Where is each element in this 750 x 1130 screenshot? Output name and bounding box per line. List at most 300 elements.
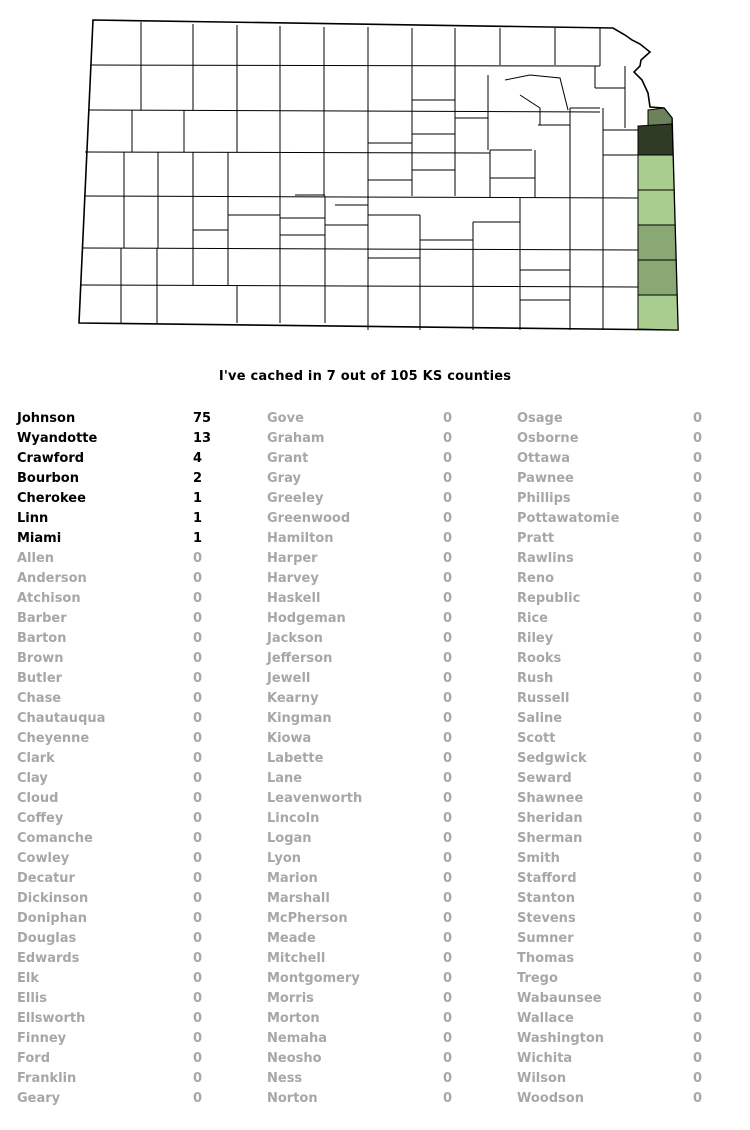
county-name: Chautauqua [17, 711, 106, 726]
county-count: 0 [693, 591, 703, 606]
county-name: Ellsworth [17, 1011, 86, 1026]
county-count: 0 [193, 871, 203, 886]
county-row [517, 969, 747, 989]
county-name: Barber [17, 611, 67, 626]
county-row [517, 429, 747, 449]
county-row [267, 869, 497, 889]
county-row [267, 529, 497, 549]
county-count: 0 [193, 751, 203, 766]
county-row [17, 669, 247, 689]
county-crawford [638, 260, 677, 295]
county-name: Grant [267, 451, 309, 466]
county-row [267, 889, 497, 909]
county-count: 0 [693, 791, 703, 806]
county-count: 0 [443, 791, 453, 806]
county-count: 0 [693, 731, 703, 746]
county-count: 0 [193, 931, 203, 946]
county-count: 0 [443, 891, 453, 906]
county-row [17, 529, 247, 549]
county-count: 0 [443, 731, 453, 746]
county-name: Johnson [17, 411, 76, 426]
county-count: 0 [693, 471, 703, 486]
county-row [267, 649, 497, 669]
county-row [267, 989, 497, 1009]
county-cherokee [638, 295, 678, 330]
county-count: 0 [443, 931, 453, 946]
county-row [267, 829, 497, 849]
county-row [17, 789, 247, 809]
county-column-1 [17, 409, 247, 1109]
county-column-3 [517, 409, 747, 1109]
county-row [267, 629, 497, 649]
county-count: 0 [193, 591, 203, 606]
county-row [17, 929, 247, 949]
county-name: Smith [517, 851, 560, 866]
county-name: Rush [517, 671, 554, 686]
county-row [17, 849, 247, 869]
county-name: Seward [517, 771, 572, 786]
county-count: 0 [193, 1051, 203, 1066]
county-row [17, 469, 247, 489]
county-name: Nemaha [267, 1031, 328, 1046]
county-row [17, 749, 247, 769]
county-row [517, 1049, 747, 1069]
county-row [267, 729, 497, 749]
county-row [17, 409, 247, 429]
county-count: 0 [693, 631, 703, 646]
county-name: Montgomery [267, 971, 360, 986]
county-count: 0 [443, 991, 453, 1006]
county-row [267, 429, 497, 449]
county-row [267, 1049, 497, 1069]
county-row [517, 629, 747, 649]
county-name: Clay [17, 771, 48, 786]
county-row [517, 889, 747, 909]
county-name: Decatur [17, 871, 75, 886]
county-count: 0 [693, 1091, 703, 1106]
county-count: 0 [443, 771, 453, 786]
county-name: Elk [17, 971, 39, 986]
county-name: Morton [267, 1011, 320, 1026]
county-name: Osborne [517, 431, 579, 446]
county-name: Cowley [17, 851, 70, 866]
county-name: Haskell [267, 591, 321, 606]
county-name: Shawnee [517, 791, 584, 806]
county-name: Ottawa [517, 451, 571, 466]
county-name: Woodson [517, 1091, 584, 1106]
county-name: Republic [517, 591, 581, 606]
county-row [267, 749, 497, 769]
county-name: Harper [267, 551, 318, 566]
county-row [517, 609, 747, 629]
county-row [267, 569, 497, 589]
county-name: Morris [267, 991, 314, 1006]
county-count: 0 [443, 531, 453, 546]
county-row [517, 829, 747, 849]
county-row [267, 789, 497, 809]
county-count: 0 [693, 931, 703, 946]
county-row [17, 1089, 247, 1109]
county-linn [638, 190, 675, 225]
county-row [17, 569, 247, 589]
county-count: 0 [193, 1011, 203, 1026]
county-row [17, 589, 247, 609]
county-count: 0 [693, 691, 703, 706]
county-name: Lane [267, 771, 303, 786]
county-row [517, 849, 747, 869]
highlighted-counties [638, 108, 678, 330]
county-row [267, 509, 497, 529]
county-row [267, 709, 497, 729]
county-name: Ellis [17, 991, 47, 1006]
county-row [517, 689, 747, 709]
county-count: 0 [193, 991, 203, 1006]
county-name: Trego [517, 971, 558, 986]
county-count: 0 [693, 571, 703, 586]
county-name: Dickinson [17, 891, 89, 906]
county-count: 0 [193, 691, 203, 706]
county-count: 0 [693, 871, 703, 886]
county-count: 0 [443, 651, 453, 666]
county-count: 0 [193, 951, 203, 966]
county-count: 0 [443, 551, 453, 566]
county-row [17, 1049, 247, 1069]
county-count: 0 [693, 551, 703, 566]
county-row [267, 809, 497, 829]
county-row [267, 1029, 497, 1049]
county-name: Sumner [517, 931, 574, 946]
county-count: 1 [193, 491, 203, 506]
county-row [17, 989, 247, 1009]
county-name: Edwards [17, 951, 80, 966]
county-count: 0 [693, 611, 703, 626]
county-name: Jackson [267, 631, 323, 646]
county-name: Norton [267, 1091, 318, 1106]
county-count: 0 [193, 791, 203, 806]
county-name: Rice [517, 611, 548, 626]
county-row [17, 629, 247, 649]
county-row [517, 409, 747, 429]
county-row [267, 949, 497, 969]
county-name: Lincoln [267, 811, 320, 826]
county-row [267, 449, 497, 469]
county-name: Allen [17, 551, 55, 566]
county-row [17, 869, 247, 889]
county-name: Sheridan [517, 811, 583, 826]
county-row [517, 769, 747, 789]
county-count: 0 [443, 911, 453, 926]
county-name: Ness [267, 1071, 303, 1086]
county-row [517, 509, 747, 529]
county-name: Cherokee [17, 491, 86, 506]
county-row [267, 589, 497, 609]
county-count: 0 [193, 651, 203, 666]
county-count: 0 [693, 1071, 703, 1086]
county-count: 0 [193, 1071, 203, 1086]
state-outline [79, 20, 678, 330]
county-row [517, 569, 747, 589]
county-leavenworth [648, 108, 672, 126]
county-count: 0 [443, 491, 453, 506]
county-count: 0 [443, 611, 453, 626]
county-name: Thomas [517, 951, 575, 966]
county-count: 0 [693, 851, 703, 866]
county-count: 0 [693, 751, 703, 766]
county-name: Leavenworth [267, 791, 363, 806]
county-row [17, 649, 247, 669]
county-count: 0 [693, 1011, 703, 1026]
county-name: Kiowa [267, 731, 312, 746]
county-row [267, 669, 497, 689]
county-row [17, 1069, 247, 1089]
county-name: Bourbon [17, 471, 79, 486]
county-name: Brown [17, 651, 64, 666]
county-count: 0 [443, 471, 453, 486]
county-count: 0 [443, 1031, 453, 1046]
county-count: 0 [693, 891, 703, 906]
county-wyandotte-johnson [638, 124, 673, 155]
county-name: Geary [17, 1091, 61, 1106]
county-count: 0 [693, 671, 703, 686]
county-name: Mitchell [267, 951, 326, 966]
county-count: 1 [193, 511, 203, 526]
county-bourbon [638, 225, 676, 260]
county-count: 0 [443, 1091, 453, 1106]
county-row [267, 409, 497, 429]
county-row [17, 689, 247, 709]
county-count: 0 [443, 411, 453, 426]
kansas-county-map [0, 0, 750, 345]
county-row [267, 1089, 497, 1109]
county-count: 0 [693, 651, 703, 666]
county-name: Barton [17, 631, 67, 646]
county-row [517, 529, 747, 549]
county-count: 0 [693, 831, 703, 846]
county-row [17, 709, 247, 729]
county-count: 75 [193, 411, 212, 426]
county-name: Marshall [267, 891, 330, 906]
county-name: Harvey [267, 571, 319, 586]
kansas-map-svg [0, 0, 750, 345]
county-row [517, 489, 747, 509]
county-count: 0 [443, 811, 453, 826]
county-row [517, 1009, 747, 1029]
county-row [517, 469, 747, 489]
county-row [517, 589, 747, 609]
county-row [517, 549, 747, 569]
county-count: 0 [193, 851, 203, 866]
county-row [267, 909, 497, 929]
county-name: Pratt [517, 531, 555, 546]
county-count: 0 [693, 771, 703, 786]
county-name: Graham [267, 431, 325, 446]
county-count: 0 [193, 971, 203, 986]
county-row [17, 489, 247, 509]
county-name: Crawford [17, 451, 85, 466]
county-row [17, 1009, 247, 1029]
county-row [267, 489, 497, 509]
county-row [17, 609, 247, 629]
county-name: Stevens [517, 911, 576, 926]
county-name: Pawnee [517, 471, 574, 486]
county-name: Stafford [517, 871, 577, 886]
county-count: 0 [443, 831, 453, 846]
county-count: 0 [443, 431, 453, 446]
county-count: 0 [443, 1071, 453, 1086]
county-name: Comanche [17, 831, 93, 846]
county-name: Pottawatomie [517, 511, 620, 526]
county-name: Chase [17, 691, 62, 706]
county-row [517, 809, 747, 829]
county-count: 0 [193, 771, 203, 786]
county-count: 0 [443, 1051, 453, 1066]
county-count: 2 [193, 471, 203, 486]
county-count: 0 [443, 631, 453, 646]
county-count: 0 [693, 431, 703, 446]
county-row [267, 929, 497, 949]
county-name: Finney [17, 1031, 67, 1046]
county-row [517, 929, 747, 949]
county-count: 0 [693, 491, 703, 506]
county-row [517, 789, 747, 809]
county-row [517, 949, 747, 969]
county-count: 0 [693, 911, 703, 926]
county-row [517, 709, 747, 729]
county-name: Scott [517, 731, 556, 746]
county-name: Anderson [17, 571, 87, 586]
county-row [17, 829, 247, 849]
county-name: Franklin [17, 1071, 77, 1086]
county-count: 0 [443, 851, 453, 866]
county-count: 0 [693, 451, 703, 466]
county-name: Kearny [267, 691, 319, 706]
county-row [17, 969, 247, 989]
county-count: 0 [193, 1091, 203, 1106]
county-count: 0 [193, 831, 203, 846]
county-row [517, 729, 747, 749]
county-count: 0 [443, 511, 453, 526]
county-count: 0 [193, 671, 203, 686]
county-row [517, 749, 747, 769]
county-count: 0 [443, 951, 453, 966]
county-name: Neosho [267, 1051, 322, 1066]
county-name: Logan [267, 831, 312, 846]
county-row [17, 909, 247, 929]
county-name: Hamilton [267, 531, 334, 546]
county-row [517, 909, 747, 929]
county-miami [638, 155, 674, 190]
county-name: Cheyenne [17, 731, 90, 746]
county-count: 0 [193, 631, 203, 646]
county-name: Lyon [267, 851, 302, 866]
county-name: McPherson [267, 911, 348, 926]
county-count: 0 [693, 1031, 703, 1046]
county-count: 0 [693, 711, 703, 726]
county-name: Butler [17, 671, 63, 686]
county-row [267, 969, 497, 989]
county-count: 0 [193, 891, 203, 906]
county-name: Sedgwick [517, 751, 587, 766]
county-name: Saline [517, 711, 563, 726]
county-row [17, 729, 247, 749]
county-count: 0 [443, 1011, 453, 1026]
county-name: Jefferson [267, 651, 333, 666]
county-name: Atchison [17, 591, 81, 606]
county-count: 0 [693, 991, 703, 1006]
county-row [17, 449, 247, 469]
county-count: 0 [443, 671, 453, 686]
county-name: Douglas [17, 931, 77, 946]
county-row [17, 1029, 247, 1049]
county-row [17, 429, 247, 449]
county-name: Reno [517, 571, 555, 586]
county-row [517, 1069, 747, 1089]
county-name: Washington [517, 1031, 605, 1046]
county-name: Wyandotte [17, 431, 98, 446]
county-row [17, 549, 247, 569]
county-name: Ford [17, 1051, 51, 1066]
county-count: 0 [693, 531, 703, 546]
county-row [267, 769, 497, 789]
county-name: Russell [517, 691, 570, 706]
county-name: Labette [267, 751, 324, 766]
county-name: Greeley [267, 491, 324, 506]
county-count: 0 [443, 751, 453, 766]
cached-summary-headline: I've cached in 7 out of 105 KS counties [218, 369, 512, 384]
county-name: Hodgeman [267, 611, 346, 626]
county-count: 0 [193, 711, 203, 726]
county-count: 1 [193, 531, 203, 546]
county-name: Wallace [517, 1011, 574, 1026]
county-count: 0 [193, 731, 203, 746]
county-row [517, 869, 747, 889]
county-count: 0 [443, 971, 453, 986]
county-name: Phillips [517, 491, 571, 506]
county-name: Coffey [17, 811, 64, 826]
county-count: 0 [693, 411, 703, 426]
county-count: 0 [193, 571, 203, 586]
county-row [267, 1009, 497, 1029]
county-row [517, 989, 747, 1009]
county-row [267, 1069, 497, 1089]
county-name: Gray [267, 471, 301, 486]
county-count: 0 [443, 711, 453, 726]
county-row [517, 1029, 747, 1049]
county-count: 0 [693, 811, 703, 826]
county-count: 0 [193, 1031, 203, 1046]
county-row [267, 609, 497, 629]
county-name: Linn [17, 511, 49, 526]
county-name: Kingman [267, 711, 332, 726]
county-name: Greenwood [267, 511, 351, 526]
county-count: 0 [193, 911, 203, 926]
county-name: Jewell [267, 671, 311, 686]
county-count: 0 [193, 811, 203, 826]
county-name: Meade [267, 931, 316, 946]
county-name: Clark [17, 751, 55, 766]
county-row [17, 769, 247, 789]
county-row [267, 689, 497, 709]
county-name: Wabaunsee [517, 991, 602, 1006]
county-row [517, 1089, 747, 1109]
county-count: 0 [693, 511, 703, 526]
county-row [17, 889, 247, 909]
county-name: Sherman [517, 831, 583, 846]
county-row [267, 469, 497, 489]
county-count: 0 [693, 951, 703, 966]
county-name: Wichita [517, 1051, 573, 1066]
county-count: 0 [443, 691, 453, 706]
